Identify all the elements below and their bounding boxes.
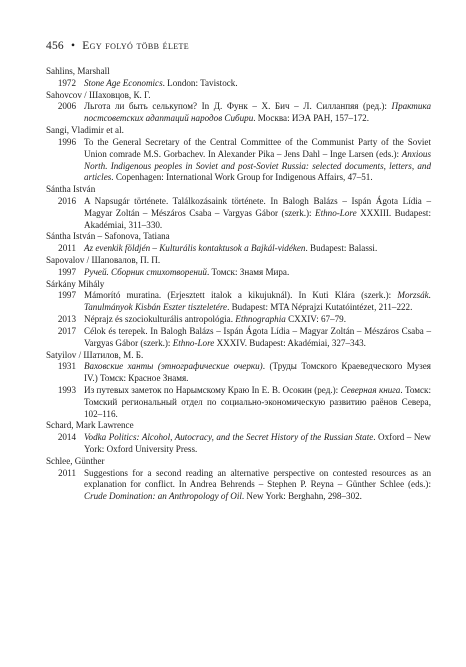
entry-year: 1997 (57, 290, 76, 301)
entry-year: 2016 (57, 195, 76, 206)
entry-text-segment: . Oxford – New York: Oxford University Press. (84, 432, 431, 454)
page-number: 456 (46, 40, 64, 52)
reference-author: Sahovcov / Шаховцов, К. Г. (46, 89, 151, 100)
entry-text (84, 432, 431, 456)
header-separator: • (70, 40, 76, 52)
entry-text-segment: Célok és terepek. In Balogh Balázs – Ispán Ágota Lídia – Magyar Zoltán – Mészáros Csaba – Vargyas Gábor (szerk.): (84, 325, 431, 348)
entry-text-segment: . Томск: Знамя Мира. (206, 266, 290, 277)
reference-author: Sántha István – Safonova, Tatiana (46, 231, 170, 242)
entry-title-italic: Ethno-Lore (315, 207, 357, 218)
reference-author: Schard, Mark Lawrence (46, 420, 134, 431)
entry-year: 2014 (57, 432, 76, 443)
entry-year: 2011 (58, 467, 76, 478)
reference-entry (46, 432, 431, 456)
entry-text-segment: . Budapest: Balassi. (305, 243, 378, 254)
reference-entry (46, 101, 431, 125)
entry-year: 1931 (57, 361, 76, 372)
reference-author: Satyilov / Шатилов, М. Б. (46, 349, 144, 360)
entry-year: 1972 (57, 77, 76, 88)
entry-text (84, 137, 431, 184)
entry-text (84, 101, 431, 125)
entry-title-italic: Ваховские ханты (этнографические очерки) (84, 361, 263, 372)
reference-author: Sárkány Mihály (46, 278, 105, 289)
entry-text-segment: Льгота ли быть селькупом? In Д. Функ – Х. Бич – Л. Силланпяя (ред.): (84, 101, 392, 112)
running-header (46, 40, 189, 52)
entry-title-italic: Ручей. Сборник стихотворений (84, 266, 207, 277)
reference-author: Sahlins, Marshall (46, 66, 110, 76)
reference-author: Sapovalov / Шаповалов, П. П. (46, 255, 161, 265)
entry-year: 2017 (57, 325, 76, 336)
entry-text-segment: A Napsugár története. Találkozásaink története. In Balogh Balázs – Ispán Ágota Lídia – Magyar Zoltán – Mészáros Csaba – Vargyas Gábor (szerk.): (84, 195, 431, 218)
entry-year: 1997 (57, 266, 76, 277)
book-title: Egy folyó több élete (82, 40, 190, 52)
reference-author: Sántha István (46, 184, 96, 195)
entry-title-italic: Ethnographia (235, 314, 286, 325)
entry-text (84, 78, 431, 90)
entry-text (84, 290, 431, 314)
entry-text (84, 243, 431, 255)
entry-title-italic: Stone Age Economics (84, 77, 163, 88)
entry-title-italic: Практика постсоветских адаптаций народов Сибири (84, 101, 431, 124)
entry-text-segment: . New York: Berghahn, 298–302. (241, 491, 362, 502)
reference-entry (46, 78, 431, 90)
entry-text (84, 196, 431, 231)
entry-text-segment: Из путевых заметок по Нарымскому Краю In Е. В. Осокин (ред.): (84, 384, 341, 395)
entry-title-italic: Ethno-Lore (172, 337, 215, 348)
entry-title-italic: Северная книга (340, 384, 401, 395)
entry-text (84, 314, 431, 326)
entry-title-italic: Crude Domination: an Anthropology of Oil (84, 491, 242, 502)
entry-text-segment: Néprajz és szociokulturális antropológia. (84, 314, 236, 325)
entry-text (84, 361, 431, 385)
entry-text-segment: . Томск: Томский региональный отдел по социально-экономическую развитию раёнов Севера, 102–116. (84, 384, 432, 419)
reference-entry (46, 326, 431, 350)
entry-text-segment: CXXIV: 67–79. (285, 314, 346, 325)
entry-text-segment: . Budapest: MTA Néprajzi Kutatóintézet, 211–222. (227, 302, 413, 313)
reference-entry (46, 137, 431, 184)
entry-text-segment: . London: Tavistock. (162, 77, 238, 88)
reference-entry (46, 314, 431, 326)
reference-entry (46, 267, 431, 279)
entry-year: 1996 (57, 136, 76, 147)
reference-entry (46, 385, 431, 420)
entry-text (84, 326, 431, 350)
reference-entry (46, 468, 431, 503)
entry-text-segment: . (Труды Томского Краеведческого Музея IV.) Томск: Красное Знамя. (84, 361, 431, 384)
reference-entry (46, 290, 431, 314)
reference-author: Schlee, Günther (46, 455, 105, 466)
reference-author: Sangi, Vladimir et al. (46, 125, 124, 136)
entry-title-italic: Anxious North. Indigenous peoples in Soviet and post-Soviet Russia: selected documents, letters, and articles (84, 148, 431, 183)
entry-text-segment: To the General Secretary of the Central Committee of the Communist Party of the Soviet Union comrade M.S. Gorbachev. In Alexander Pika – Jens Dahl – Inge Larsen (eds.): (84, 136, 431, 159)
entry-year: 2006 (57, 101, 76, 112)
reference-list (46, 66, 431, 503)
entry-text-segment: Suggestions for a second reading an alternative perspective on contested resources as an explanation for conflict. In Andrea Behrends – Stephen P. Reyna – Günther Schlee (eds.): (84, 467, 431, 490)
entry-text-segment: . Copenhagen: International Work Group for Indigenous Affairs, 47–51. (111, 172, 373, 183)
entry-year: 2011 (58, 243, 76, 254)
entry-text (84, 385, 431, 420)
reference-entry (46, 196, 431, 231)
reference-entry (46, 361, 431, 385)
entry-year: 1993 (57, 384, 76, 395)
entry-year: 2013 (57, 314, 76, 325)
entry-text-segment: XXXIII. Budapest: Akadémiai, 311–330. (84, 207, 431, 230)
entry-text-segment: . Москва: ИЭА РАН, 157–172. (253, 113, 369, 124)
reference-entry (46, 243, 431, 255)
entry-text (84, 468, 431, 503)
entry-title-italic: Az evenkik földjén – Kulturális kontaktusok a Bajkál-vidéken (84, 243, 306, 254)
entry-text-segment: Mámorító muratina. (Erjesztett italok a kikujuknál). In Kuti Klára (szerk.): (84, 290, 398, 301)
entry-title-italic: Morzsák. Tanulmányok Kisbán Eszter tiszteletére (84, 290, 431, 313)
entry-title-italic: Vodka Politics: Alcohol, Autocracy, and the Secret History of the Russian State (84, 432, 374, 443)
entry-text (84, 267, 431, 279)
entry-text-segment: XXXIV. Budapest: Akadémiai, 327–343. (214, 337, 366, 348)
